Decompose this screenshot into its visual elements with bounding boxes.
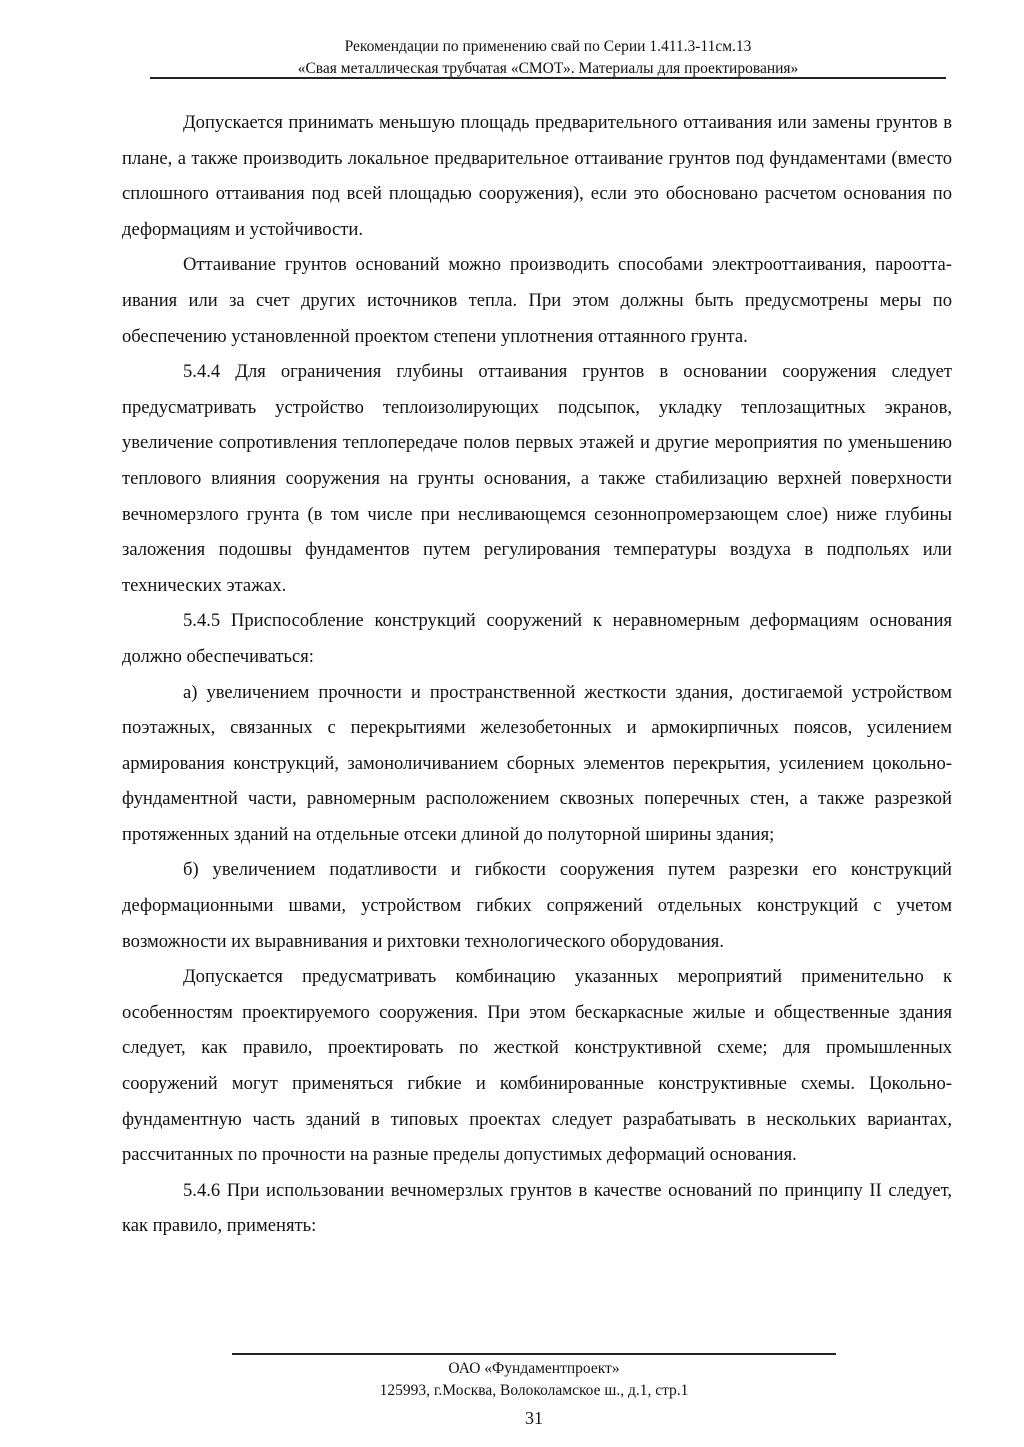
- page-footer: [232, 1358, 836, 1402]
- running-header: [150, 36, 946, 80]
- paragraph-item-b: б) увеличением податливости и гибкости сооружения путем разрезки его конструкций деформационными швами, устройством гибких сопряжений отдельных конструкций с учетом возможности их выравнивания и рихтовки технологического оборудования.: [122, 859, 952, 952]
- document-body: [122, 105, 952, 1244]
- paragraph-combination: Допускается предусматривать комбинацию указанных мероприятий применительно к особенностям проектируемого сооружения. При этом бескаркасные жилые и общественные здания следует, как правило, проектировать по жесткой конструктивной схеме; для промышленных сооружений могут применяться гибкие и комбинированные конструктивные схемы. Цокольно-фундаментную часть зданий в типовых проектах следует разрабатывать в нескольких вариантах, рассчитанных по прочности на разные пределы допустимых деформаций основания.: [122, 966, 952, 1166]
- header-divider: [150, 77, 946, 79]
- paragraph-5-4-5: 5.4.5 Приспособление конструкций сооружений к неравномерным деформациям основания должно обеспечиваться:: [122, 610, 952, 667]
- footer-organization: ОАО «Фундаментпроект»: [448, 1360, 620, 1377]
- page-number: 31: [525, 1408, 543, 1428]
- paragraph-thawing-area: Допускается принимать меньшую площадь предварительного оттаивания или замены грунтов в плане, а также производить локальное предварительное оттаивание грунтов под фундаментами (вместо сплошного оттаивания под всей площадью сооружения), если это обосновано расчетом основания по деформациям и устойчивости.: [122, 112, 952, 240]
- paragraph-5-4-4: 5.4.4 Для ограничения глубины оттаивания грунтов в основании сооружения следует предусматривать устройство теплоизолирующих подсыпок, укладку теплозащитных экранов, увеличение сопротивления теплопередаче полов первых этажей и другие мероприятия по уменьшению теплового влияния сооружения на грунты основания, а также стабилизацию верхней поверхности вечномерзлого грунта (в том числе при несливающемся сезоннопромерзающем слое) ниже глубины заложения подошвы фундаментов путем регулирования температуры воздуха в подпольях или технических этажах.: [122, 361, 952, 596]
- paragraph-5-4-6: 5.4.6 При использовании вечномерзлых грунтов в качестве оснований по принципу II следует, как правило, применять:: [122, 1179, 952, 1237]
- footer-divider: [232, 1353, 836, 1355]
- footer-address: 125993, г.Москва, Волоколамское ш., д.1, стр.1: [379, 1382, 689, 1399]
- header-document-title: «Свая металлическая трубчатая «СМОТ». Материалы для проектирования»: [297, 60, 799, 77]
- paragraph-item-a: а) увеличением прочности и пространственной жесткости здания, достигаемой устройством поэтажных, связанных с перекрытиями железобетонных и армокирпичных поясов, усилением армирования конструкций, замоноличиванием сборных элементов перекрытия, усилением цокольно-фундаментной части, равномерным расположением сквозных поперечных стен, а также разрезкой протяженных зданий на отдельные отсеки длиной до полуторной ширины здания;: [122, 681, 952, 845]
- header-series-title: Рекомендации по применению свай по Серии 1.411.3-11см.13: [344, 38, 752, 55]
- paragraph-thawing-methods: Оттаивание грунтов оснований можно производить способами электрооттаивания, парооттаивания или за счет других источников тепла. При этом должны быть предусмотрены меры по обеспечению установленной проектом степени уплотнения оттаянного грунта.: [122, 254, 952, 347]
